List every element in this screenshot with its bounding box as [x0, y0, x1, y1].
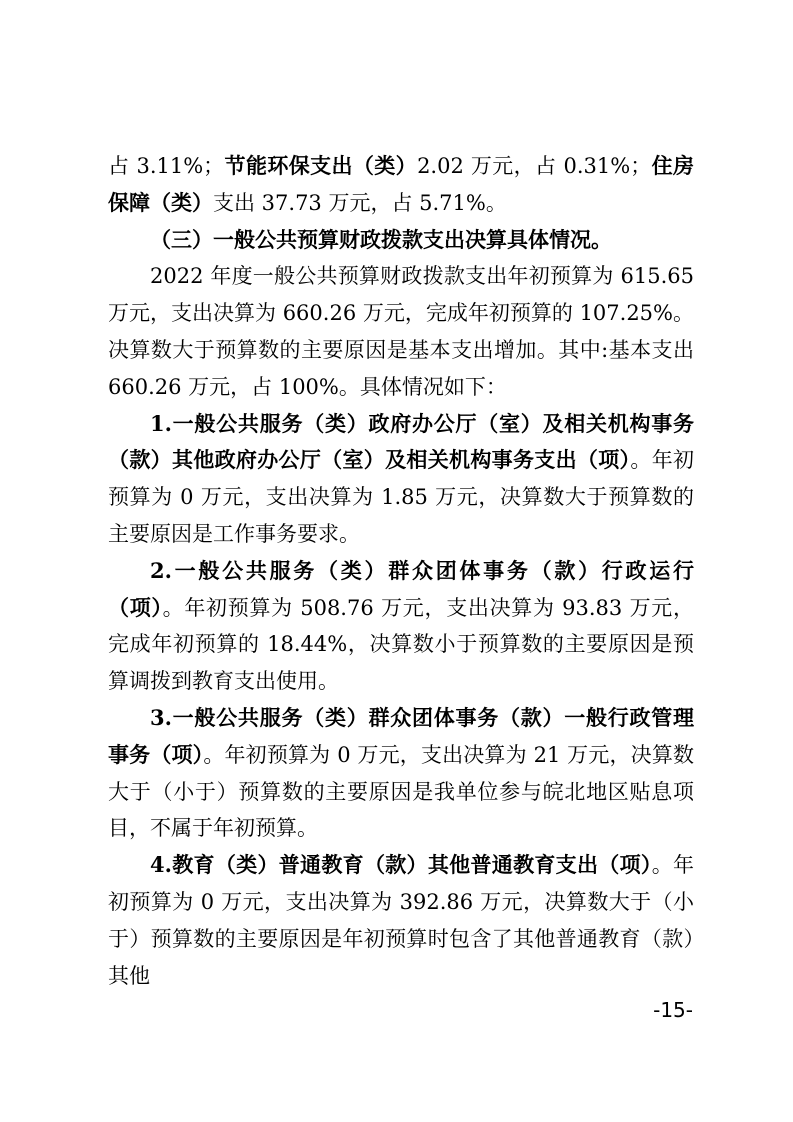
item-3 — [108, 700, 694, 847]
page-number: -15- — [653, 998, 693, 1022]
item-4 — [108, 847, 694, 994]
document-body — [108, 148, 694, 994]
item-4-heading: 4.教育（类）普通教育（款）其他普通教育支出（项） — [150, 852, 652, 878]
item-1 — [108, 406, 694, 553]
item-3-heading: 3.一般公共服务（类）群众团体事务（款）一般行政管理事务（项） — [108, 704, 694, 767]
item-2 — [108, 553, 694, 700]
text-housing-amount: 支出 37.73 万元，占 5.71%。 — [213, 190, 507, 215]
item-2-heading: 2.一般公共服务（类）群众团体事务（款）行政运行（项） — [108, 557, 694, 620]
category-energy-environment: 节能环保支出（类） — [224, 153, 418, 178]
text-share-prefix: 占 3.11%； — [108, 154, 225, 178]
item-3-body: 。年初预算为 0 万元，支出决算为 21 万元，决算数大于（小于）预算数的主要原因是我单位参与皖北地区贴息项目，不属于年初预算。 — [108, 742, 694, 841]
item-1-heading: 1.一般公共服务（类）政府办公厅（室）及相关机构事务（款）其他政府办公厅（室）及相关机构事务支出（项） — [108, 410, 694, 473]
item-2-body: 。年初预算为 508.76 万元，支出决算为 93.83 万元，完成年初预算的 18.44%，决算数小于预算数的主要原因是预算调拨到教育支出使用。 — [108, 595, 694, 694]
item-4-body: 。年初预算为 0 万元，支出决算为 392.86 万元，决算数大于（小于）预算数的主要原因是年初预算时包含了其他普通教育（款）其他 — [108, 853, 695, 988]
category-housing: 住房保障（类） — [108, 153, 694, 215]
section-heading: （三）一般公共预算财政拨款支出决算具体情况。 — [150, 226, 612, 252]
text-energy-amount: 2.02 万元，占 0.31%； — [417, 154, 652, 178]
paragraph-expenditure-shares — [108, 148, 694, 222]
paragraph-budget-summary: 2022 年度一般公共预算财政拨款支出年初预算为 615.65 万元，支出决算为 660.26 万元，完成年初预算的 107.25%。决算数大于预算数的主要原因是基本支出增加。其中:基本支出 660.26 万元，占 100%。具体情况如下： — [108, 264, 694, 399]
item-1-body: 。年初预算为 0 万元，支出决算为 1.85 万元，决算数大于预算数的主要原因是工作事务要求。 — [108, 448, 695, 546]
